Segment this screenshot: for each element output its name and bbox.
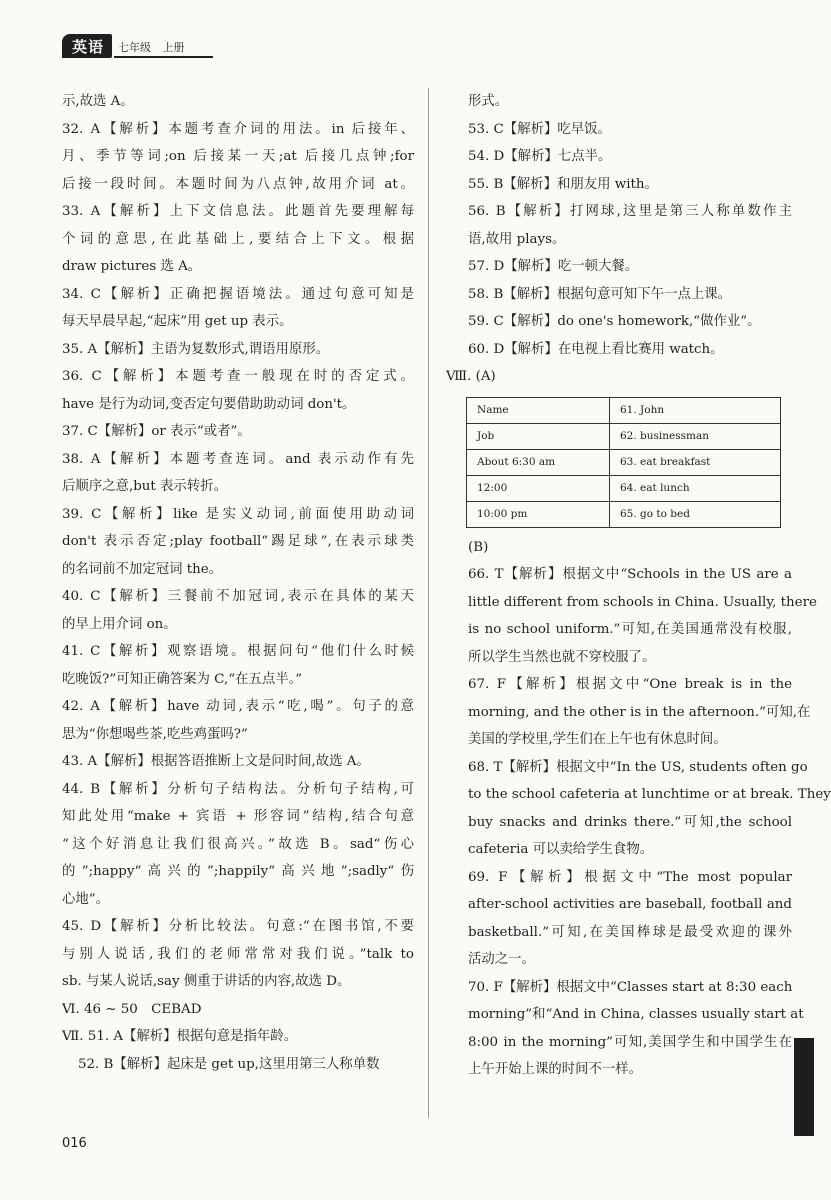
answer-line: draw pictures 选 A。 (62, 259, 202, 274)
answer-line: is no school uniform.”可知,在美国通常没有校服, (468, 622, 792, 637)
answer-line: 后顺序之意,but 表示转折。 (62, 479, 227, 494)
answer-line: have 是行为动词,变否定句要借助助动词 don't。 (62, 396, 356, 412)
table-row (467, 423, 781, 449)
table-cell: 63. eat breakfast (610, 449, 781, 475)
answer-line: 37. C【解析】or 表示“或者”。 (62, 424, 251, 439)
answer-line: 的”;happy“高兴的”;happily“高兴地”;sadly“伤 (62, 864, 414, 879)
answer-line: 44. B【解析】分析句子结构法。分析句子结构,可 (62, 781, 414, 797)
subject-badge: 英语 (62, 34, 112, 58)
table-cell: About 6:30 am (467, 449, 610, 475)
answer-line: 形式。 (468, 94, 509, 109)
answer-line: 70. F【解析】根据文中“Classes start at 8:30 each (468, 979, 793, 995)
answer-line: 思为“你想喝些茶,吃些鸡蛋吗?” (62, 726, 248, 742)
answer-line: 45. D【解析】分析比较法。句意:“在图书馆,不要 (62, 919, 414, 934)
answer-line: 35. A【解析】主语为复数形式,谓语用原形。 (62, 341, 330, 357)
answer-line: 知此处用“make + 宾语 + 形容词”结构,结合句意 (62, 809, 414, 824)
answer-line: 与别人说话,我们的老师常常对我们说。”talk to (62, 946, 414, 962)
answer-line: don't 表示否定;play football“踢足球”,在表示球类 (62, 534, 414, 549)
answer-line: 57. D【解析】吃一顿大餐。 (468, 259, 639, 274)
answer-line: 42. A【解析】have 动词,表示“吃,喝”。句子的意 (62, 699, 414, 714)
answer-line: 心地”。 (62, 891, 110, 907)
table-row (467, 449, 781, 475)
answer-line: 39. C【解析】like 是实义动词,前面使用助动词 (62, 506, 414, 522)
info-table (466, 397, 781, 528)
thumb-index-tab (794, 1038, 814, 1136)
page-number: 016 (62, 1136, 87, 1151)
answer-line: to the school cafeteria at lunchtime or at break. They (468, 787, 831, 802)
answer-line: 43. A【解析】根据答语推断上文是问时间,故选 A。 (62, 754, 370, 769)
answer-line: 69. F【解析】根据文中“The most popular (468, 869, 792, 885)
volume-label: 上册 (162, 41, 185, 54)
table-cell: 12:00 (467, 475, 610, 501)
answer-line: 68. T【解析】根据文中“In the US, students often go (468, 759, 808, 775)
answer-line: basketball.”可知,在美国棒球是最受欢迎的课外 (468, 924, 792, 940)
section-7-heading: Ⅶ. 51. A【解析】根据句意是指年龄。 (62, 1029, 298, 1044)
answer-line: “这个好消息让我们很高兴。”故选 B。sad“伤心 (62, 836, 414, 852)
answer-line: after-school activities are baseball, football and (468, 897, 792, 912)
left-column (62, 88, 414, 1078)
answer-line: 语,故用 plays。 (468, 231, 566, 247)
answer-line: 33. A【解析】上下文信息法。此题首先要理解每 (62, 204, 414, 219)
answer-line: 67. F【解析】根据文中“One break is in the (468, 677, 792, 692)
answer-line: sb. 与某人说话,say 侧重于讲话的内容,故选 D。 (62, 974, 351, 989)
answer-line: 36. C【解析】本题考查一般现在时的否定式。 (62, 369, 414, 384)
answer-line: 38. A【解析】本题考查连词。and 表示动作有先 (62, 451, 414, 467)
answer-line: 的名词前不加定冠词 the。 (62, 561, 223, 577)
answer-line: morning, and the other is in the afternoon.”可知,在 (468, 704, 811, 720)
answer-line: 58. B【解析】根据句意可知下午一点上课。 (468, 286, 732, 302)
answer-line: 66. T【解析】根据文中“Schools in the US are a (468, 567, 792, 582)
section-8-heading: Ⅷ. (A) (446, 369, 496, 384)
answer-line: 32. A【解析】本题考查介词的用法。in 后接年、 (62, 121, 414, 137)
section-6-answers: Ⅵ. 46 ~ 50 CEBAD (62, 1001, 202, 1017)
answer-line: 40. C【解析】三餐前不加冠词,表示在具体的某天 (62, 589, 414, 604)
answer-line: 55. B【解析】和朋友用 with。 (468, 176, 658, 192)
grade-label: 七年级 (118, 41, 152, 54)
answer-line: cafeteria 可以卖给学生食物。 (468, 842, 654, 857)
right-column (446, 88, 831, 1084)
answer-line: 每天早晨早起,“起床”用 get up 表示。 (62, 314, 293, 329)
answer-line: 的早上用介词 on。 (62, 616, 177, 632)
answer-line: 60. D【解析】在电视上看比赛用 watch。 (468, 341, 724, 357)
table-cell: Name (467, 397, 610, 423)
answer-line: 59. C【解析】do one's homework,“做作业”。 (468, 314, 761, 329)
part-b-heading: (B) (468, 539, 489, 555)
answer-line: 53. C【解析】吃早饭。 (468, 121, 611, 137)
answer-line: little different from schools in China. Usually, there (468, 594, 817, 610)
column-divider (428, 88, 429, 1118)
answer-line: morning”和“And in China, classes usually start at (468, 1007, 804, 1022)
answer-line: 34. C【解析】正确把握语境法。通过句意可知是 (62, 286, 414, 302)
answer-line: 54. D【解析】七点半。 (468, 149, 612, 164)
answer-line: 41. C【解析】观察语境。根据问句“他们什么时候 (62, 644, 414, 659)
answer-line: 上午开始上课的时间不一样。 (468, 1062, 643, 1077)
answer-line: buy snacks and drinks there.”可知,the school (468, 814, 792, 830)
answer-line: 吃晚饭?”可知正确答案为 C,“在五点半。” (62, 671, 303, 687)
table-row (467, 397, 781, 423)
page-header (62, 34, 213, 58)
answer-line: 56. B【解析】打网球,这里是第三人称单数作主 (468, 204, 792, 219)
table-cell: 61. John (610, 397, 781, 423)
table-cell: 10:00 pm (467, 501, 610, 527)
answer-line: 美国的学校里,学生们在上午也有休息时间。 (468, 732, 727, 747)
answer-line: 8:00 in the morning”可知,美国学生和中国学生在 (468, 1034, 792, 1050)
answer-line: 52. B【解析】起床是 get up,这里用第三人称单数 (78, 1056, 380, 1072)
table-row (467, 475, 781, 501)
table-row (467, 501, 781, 527)
table-cell: 65. go to bed (610, 501, 781, 527)
answer-line: 月、季节等词;on 后接某一天;at 后接几点钟;for (62, 149, 414, 164)
table-cell: 64. eat lunch (610, 475, 781, 501)
answer-line: 个词的意思,在此基础上,要结合上下文。根据 (62, 231, 414, 247)
book-subtitle (114, 39, 213, 58)
table-cell: 62. businessman (610, 423, 781, 449)
answer-line: 后接一段时间。本题时间为八点钟,故用介词 at。 (62, 176, 414, 192)
answer-line: 活动之一。 (468, 952, 535, 967)
answer-line: 所以学生当然也就不穿校服了。 (468, 649, 656, 665)
answer-line: 示,故选 A。 (62, 94, 134, 109)
table-cell: Job (467, 423, 610, 449)
